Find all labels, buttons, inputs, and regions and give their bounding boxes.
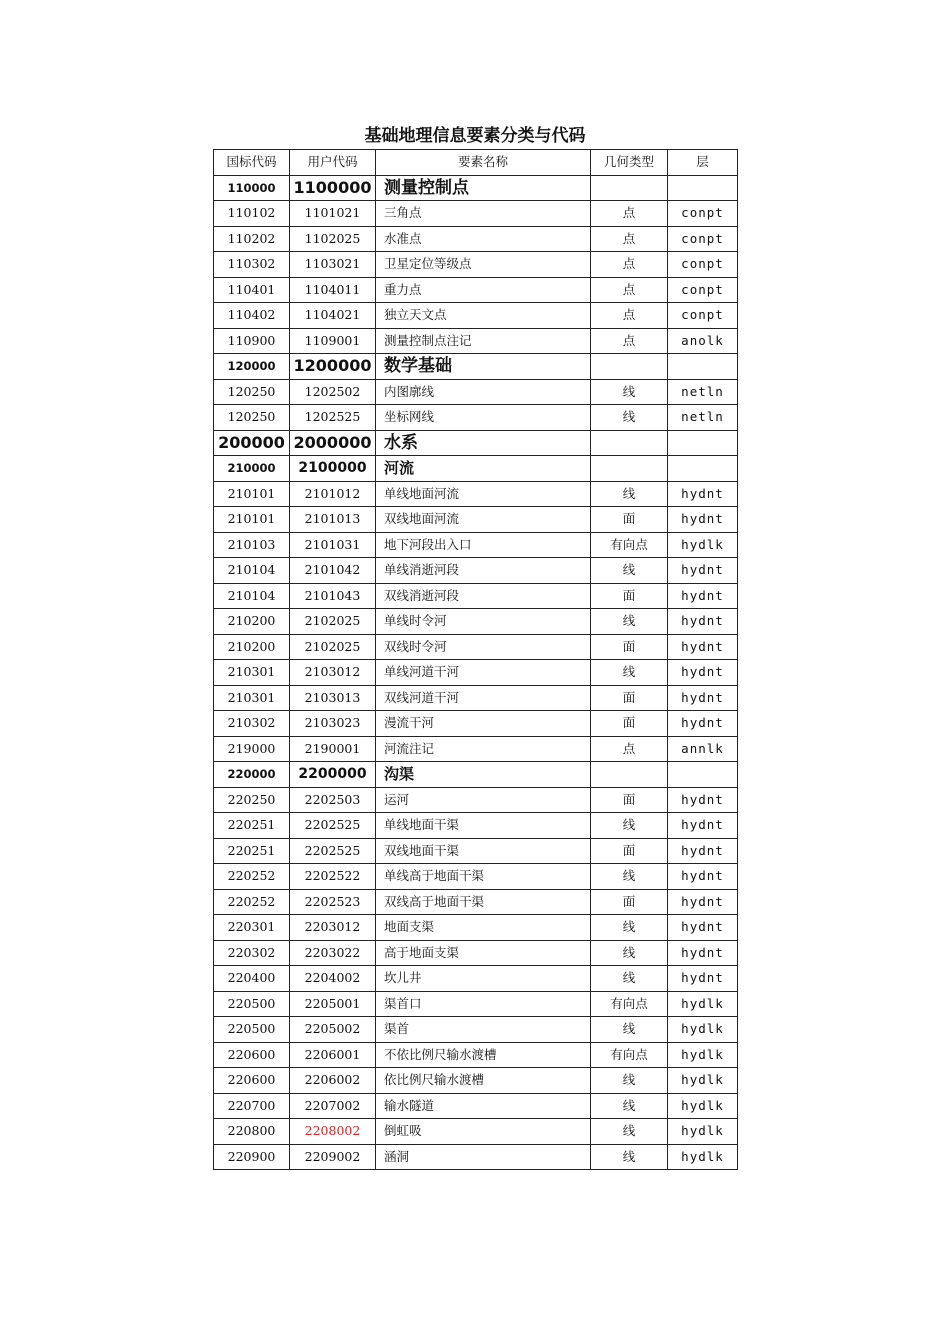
layer-cell: hydnt xyxy=(668,864,738,890)
geometry-type-cell: 线 xyxy=(591,966,668,992)
gb-code-cell: 220000 xyxy=(214,762,290,788)
feature-name-cell: 依比例尺输水渡槽 xyxy=(376,1068,591,1094)
gb-code-cell: 110000 xyxy=(214,175,290,201)
header-feature-name: 要素名称 xyxy=(376,150,591,176)
user-code-cell: 2190001 xyxy=(290,736,376,762)
user-code-cell: 2205001 xyxy=(290,991,376,1017)
feature-name-cell: 双线河道干河 xyxy=(376,685,591,711)
user-code-cell: 2103023 xyxy=(290,711,376,737)
layer-cell xyxy=(668,456,738,482)
document-title: 基础地理信息要素分类与代码 xyxy=(364,126,586,146)
feature-name-cell: 双线地面河流 xyxy=(376,507,591,533)
header-gb-code: 国标代码 xyxy=(214,150,290,176)
gb-code-cell: 200000 xyxy=(214,430,290,456)
geometry-type-cell: 点 xyxy=(591,328,668,354)
layer-cell: hydnt xyxy=(668,481,738,507)
layer-cell: hydlk xyxy=(668,991,738,1017)
table-row xyxy=(214,252,738,278)
group-row xyxy=(214,430,738,456)
gb-code-cell: 220700 xyxy=(214,1093,290,1119)
table-row xyxy=(214,813,738,839)
feature-name-cell: 河流 xyxy=(376,456,591,482)
layer-cell: hydlk xyxy=(668,1068,738,1094)
table-row xyxy=(214,558,738,584)
layer-cell: hydnt xyxy=(668,507,738,533)
feature-name-cell: 不依比例尺输水渡槽 xyxy=(376,1042,591,1068)
geometry-type-cell xyxy=(591,354,668,380)
gb-code-cell: 210301 xyxy=(214,685,290,711)
user-code-cell: 2202522 xyxy=(290,864,376,890)
feature-name-cell: 双线时令河 xyxy=(376,634,591,660)
gb-code-cell: 110402 xyxy=(214,303,290,329)
user-code-cell: 1103021 xyxy=(290,252,376,278)
table-row xyxy=(214,583,738,609)
table-row xyxy=(214,711,738,737)
layer-cell: conpt xyxy=(668,303,738,329)
geometry-type-cell xyxy=(591,456,668,482)
table-row xyxy=(214,507,738,533)
feature-name-cell: 渠首口 xyxy=(376,991,591,1017)
feature-name-cell: 单线消逝河段 xyxy=(376,558,591,584)
geometry-type-cell xyxy=(591,430,668,456)
feature-name-cell: 卫星定位等级点 xyxy=(376,252,591,278)
layer-cell: hydnt xyxy=(668,660,738,686)
layer-cell: conpt xyxy=(668,201,738,227)
gb-code-cell: 220302 xyxy=(214,940,290,966)
table-row xyxy=(214,1144,738,1170)
layer-cell: hydnt xyxy=(668,685,738,711)
geometry-type-cell: 点 xyxy=(591,201,668,227)
gb-code-cell: 220500 xyxy=(214,1017,290,1043)
layer-cell: hydlk xyxy=(668,1093,738,1119)
user-code-cell: 2206002 xyxy=(290,1068,376,1094)
gb-code-cell: 110900 xyxy=(214,328,290,354)
table-row xyxy=(214,532,738,558)
geometry-type-cell: 有向点 xyxy=(591,991,668,1017)
table-row xyxy=(214,915,738,941)
user-code-cell: 1200000 xyxy=(290,354,376,380)
feature-name-cell: 双线消逝河段 xyxy=(376,583,591,609)
layer-cell: hydnt xyxy=(668,838,738,864)
feature-name-cell: 渠首 xyxy=(376,1017,591,1043)
geometry-type-cell: 面 xyxy=(591,838,668,864)
gb-code-cell: 210101 xyxy=(214,507,290,533)
geometry-type-cell: 点 xyxy=(591,736,668,762)
user-code-cell: 1102025 xyxy=(290,226,376,252)
feature-name-cell: 单线河道干河 xyxy=(376,660,591,686)
gb-code-cell: 210104 xyxy=(214,558,290,584)
geometry-type-cell: 线 xyxy=(591,1068,668,1094)
layer-cell: hydnt xyxy=(668,915,738,941)
geometry-type-cell: 面 xyxy=(591,507,668,533)
group-row xyxy=(214,175,738,201)
layer-cell: conpt xyxy=(668,277,738,303)
geometry-type-cell: 点 xyxy=(591,252,668,278)
table-row xyxy=(214,379,738,405)
geometry-type-cell xyxy=(591,762,668,788)
feature-name-cell: 河流注记 xyxy=(376,736,591,762)
layer-cell: hydnt xyxy=(668,609,738,635)
layer-cell: conpt xyxy=(668,226,738,252)
feature-name-cell: 双线高于地面干渠 xyxy=(376,889,591,915)
user-code-cell: 2203022 xyxy=(290,940,376,966)
layer-cell: hydnt xyxy=(668,558,738,584)
user-code-cell: 2206001 xyxy=(290,1042,376,1068)
gb-code-cell: 220600 xyxy=(214,1042,290,1068)
gb-code-cell: 110302 xyxy=(214,252,290,278)
geometry-type-cell: 点 xyxy=(591,303,668,329)
layer-cell xyxy=(668,354,738,380)
user-code-cell: 2000000 xyxy=(290,430,376,456)
layer-cell: hydlk xyxy=(668,532,738,558)
table-row xyxy=(214,966,738,992)
feature-name-cell: 单线地面干渠 xyxy=(376,813,591,839)
user-code-cell: 2102025 xyxy=(290,634,376,660)
geometry-type-cell: 线 xyxy=(591,609,668,635)
feature-name-cell: 涵洞 xyxy=(376,1144,591,1170)
table-row xyxy=(214,1119,738,1145)
user-code-cell: 1101021 xyxy=(290,201,376,227)
user-code-cell: 2103013 xyxy=(290,685,376,711)
user-code-cell: 2203012 xyxy=(290,915,376,941)
layer-cell: hydlk xyxy=(668,1144,738,1170)
feature-name-cell: 输水隧道 xyxy=(376,1093,591,1119)
gb-code-cell: 220251 xyxy=(214,838,290,864)
feature-name-cell: 测量控制点注记 xyxy=(376,328,591,354)
gb-code-cell: 210302 xyxy=(214,711,290,737)
layer-cell xyxy=(668,762,738,788)
group-row xyxy=(214,762,738,788)
geometry-type-cell: 点 xyxy=(591,226,668,252)
gb-code-cell: 220301 xyxy=(214,915,290,941)
table-row xyxy=(214,660,738,686)
user-code-cell: 2204002 xyxy=(290,966,376,992)
feature-name-cell: 重力点 xyxy=(376,277,591,303)
layer-cell: hydlk xyxy=(668,1119,738,1145)
geometry-type-cell: 线 xyxy=(591,915,668,941)
feature-name-cell: 高于地面支渠 xyxy=(376,940,591,966)
table-row xyxy=(214,1068,738,1094)
table-row xyxy=(214,889,738,915)
table-row xyxy=(214,328,738,354)
layer-cell: hydlk xyxy=(668,1042,738,1068)
table-row xyxy=(214,481,738,507)
geometry-type-cell: 有向点 xyxy=(591,532,668,558)
geometry-type-cell: 线 xyxy=(591,1119,668,1145)
user-code-cell: 2101012 xyxy=(290,481,376,507)
user-code-cell: 2202525 xyxy=(290,838,376,864)
gb-code-cell: 220251 xyxy=(214,813,290,839)
feature-name-cell: 内图廓线 xyxy=(376,379,591,405)
geometry-type-cell: 线 xyxy=(591,481,668,507)
table-row xyxy=(214,940,738,966)
feature-name-cell: 地下河段出入口 xyxy=(376,532,591,558)
geometry-type-cell: 面 xyxy=(591,685,668,711)
user-code-cell: 2202525 xyxy=(290,813,376,839)
header-geometry-type: 几何类型 xyxy=(591,150,668,176)
geometry-type-cell: 面 xyxy=(591,634,668,660)
geometry-type-cell: 线 xyxy=(591,864,668,890)
geometry-type-cell: 线 xyxy=(591,1093,668,1119)
geometry-type-cell: 点 xyxy=(591,277,668,303)
gb-code-cell: 220500 xyxy=(214,991,290,1017)
user-code-cell: 2207002 xyxy=(290,1093,376,1119)
user-code-cell: 2205002 xyxy=(290,1017,376,1043)
user-code-cell: 2101031 xyxy=(290,532,376,558)
user-code-cell: 2101042 xyxy=(290,558,376,584)
table-body xyxy=(214,175,738,1170)
geometry-type-cell xyxy=(591,175,668,201)
user-code-cell: 2202523 xyxy=(290,889,376,915)
layer-cell: anolk xyxy=(668,328,738,354)
gb-code-cell: 220900 xyxy=(214,1144,290,1170)
feature-name-cell: 水系 xyxy=(376,430,591,456)
feature-name-cell: 测量控制点 xyxy=(376,175,591,201)
group-row xyxy=(214,456,738,482)
geometry-type-cell: 面 xyxy=(591,889,668,915)
geometry-type-cell: 有向点 xyxy=(591,1042,668,1068)
feature-name-cell: 坐标网线 xyxy=(376,405,591,431)
table-row xyxy=(214,1093,738,1119)
feature-name-cell: 地面支渠 xyxy=(376,915,591,941)
group-row xyxy=(214,354,738,380)
gb-code-cell: 220250 xyxy=(214,787,290,813)
feature-name-cell: 运河 xyxy=(376,787,591,813)
user-code-cell: 2101013 xyxy=(290,507,376,533)
feature-name-cell: 单线时令河 xyxy=(376,609,591,635)
feature-name-cell: 双线地面干渠 xyxy=(376,838,591,864)
feature-name-cell: 坎儿井 xyxy=(376,966,591,992)
layer-cell xyxy=(668,175,738,201)
gb-code-cell: 110401 xyxy=(214,277,290,303)
layer-cell: annlk xyxy=(668,736,738,762)
table-row xyxy=(214,736,738,762)
gb-code-cell: 220252 xyxy=(214,889,290,915)
table-row xyxy=(214,226,738,252)
table-row xyxy=(214,787,738,813)
table-row xyxy=(214,685,738,711)
table-row xyxy=(214,405,738,431)
user-code-cell: 2208002 xyxy=(290,1119,376,1145)
feature-name-cell: 漫流干河 xyxy=(376,711,591,737)
header-user-code: 用户代码 xyxy=(290,150,376,176)
layer-cell xyxy=(668,430,738,456)
gb-code-cell: 110102 xyxy=(214,201,290,227)
geometry-type-cell: 线 xyxy=(591,1144,668,1170)
geometry-type-cell: 线 xyxy=(591,813,668,839)
user-code-cell: 2202503 xyxy=(290,787,376,813)
layer-cell: hydnt xyxy=(668,966,738,992)
layer-cell: hydnt xyxy=(668,711,738,737)
gb-code-cell: 210000 xyxy=(214,456,290,482)
gb-code-cell: 210103 xyxy=(214,532,290,558)
table-row xyxy=(214,864,738,890)
layer-cell: hydnt xyxy=(668,787,738,813)
user-code-cell: 1202525 xyxy=(290,405,376,431)
table-row xyxy=(214,277,738,303)
layer-cell: conpt xyxy=(668,252,738,278)
gb-code-cell: 220252 xyxy=(214,864,290,890)
user-code-cell: 2100000 xyxy=(290,456,376,482)
table-row xyxy=(214,1017,738,1043)
gb-code-cell: 120250 xyxy=(214,405,290,431)
layer-cell: hydnt xyxy=(668,940,738,966)
gb-code-cell: 220600 xyxy=(214,1068,290,1094)
geometry-type-cell: 面 xyxy=(591,711,668,737)
gb-code-cell: 120250 xyxy=(214,379,290,405)
table-row xyxy=(214,201,738,227)
user-code-cell: 1109001 xyxy=(290,328,376,354)
user-code-cell: 1100000 xyxy=(290,175,376,201)
feature-name-cell: 单线地面河流 xyxy=(376,481,591,507)
geometry-type-cell: 线 xyxy=(591,558,668,584)
table-row xyxy=(214,609,738,635)
gb-code-cell: 220800 xyxy=(214,1119,290,1145)
table-row xyxy=(214,1042,738,1068)
gb-code-cell: 210200 xyxy=(214,634,290,660)
geometry-type-cell: 线 xyxy=(591,405,668,431)
table-row xyxy=(214,303,738,329)
feature-name-cell: 独立天文点 xyxy=(376,303,591,329)
layer-cell: hydlk xyxy=(668,1017,738,1043)
user-code-cell: 2101043 xyxy=(290,583,376,609)
feature-name-cell: 数学基础 xyxy=(376,354,591,380)
gb-code-cell: 110202 xyxy=(214,226,290,252)
user-code-cell: 2103012 xyxy=(290,660,376,686)
geometry-type-cell: 面 xyxy=(591,583,668,609)
gb-code-cell: 219000 xyxy=(214,736,290,762)
user-code-cell: 2209002 xyxy=(290,1144,376,1170)
feature-name-cell: 三角点 xyxy=(376,201,591,227)
user-code-cell: 1202502 xyxy=(290,379,376,405)
user-code-cell: 1104021 xyxy=(290,303,376,329)
geometry-type-cell: 线 xyxy=(591,1017,668,1043)
geometry-type-cell: 线 xyxy=(591,660,668,686)
user-code-cell: 2200000 xyxy=(290,762,376,788)
gb-code-cell: 210200 xyxy=(214,609,290,635)
layer-cell: hydnt xyxy=(668,813,738,839)
table-row xyxy=(214,838,738,864)
layer-cell: netln xyxy=(668,379,738,405)
layer-cell: netln xyxy=(668,405,738,431)
table-row xyxy=(214,991,738,1017)
geometry-type-cell: 线 xyxy=(591,940,668,966)
feature-name-cell: 单线高于地面干渠 xyxy=(376,864,591,890)
gb-code-cell: 220400 xyxy=(214,966,290,992)
feature-name-cell: 沟渠 xyxy=(376,762,591,788)
gb-code-cell: 120000 xyxy=(214,354,290,380)
feature-name-cell: 水准点 xyxy=(376,226,591,252)
gb-code-cell: 210101 xyxy=(214,481,290,507)
gb-code-cell: 210104 xyxy=(214,583,290,609)
user-code-cell: 2102025 xyxy=(290,609,376,635)
geometry-type-cell: 面 xyxy=(591,787,668,813)
layer-cell: hydnt xyxy=(668,634,738,660)
table-header-row xyxy=(214,150,738,176)
feature-name-cell: 倒虹吸 xyxy=(376,1119,591,1145)
layer-cell: hydnt xyxy=(668,889,738,915)
feature-code-table xyxy=(213,149,738,1170)
geometry-type-cell: 线 xyxy=(591,379,668,405)
header-layer: 层 xyxy=(668,150,738,176)
table-row xyxy=(214,634,738,660)
user-code-cell: 1104011 xyxy=(290,277,376,303)
layer-cell: hydnt xyxy=(668,583,738,609)
gb-code-cell: 210301 xyxy=(214,660,290,686)
